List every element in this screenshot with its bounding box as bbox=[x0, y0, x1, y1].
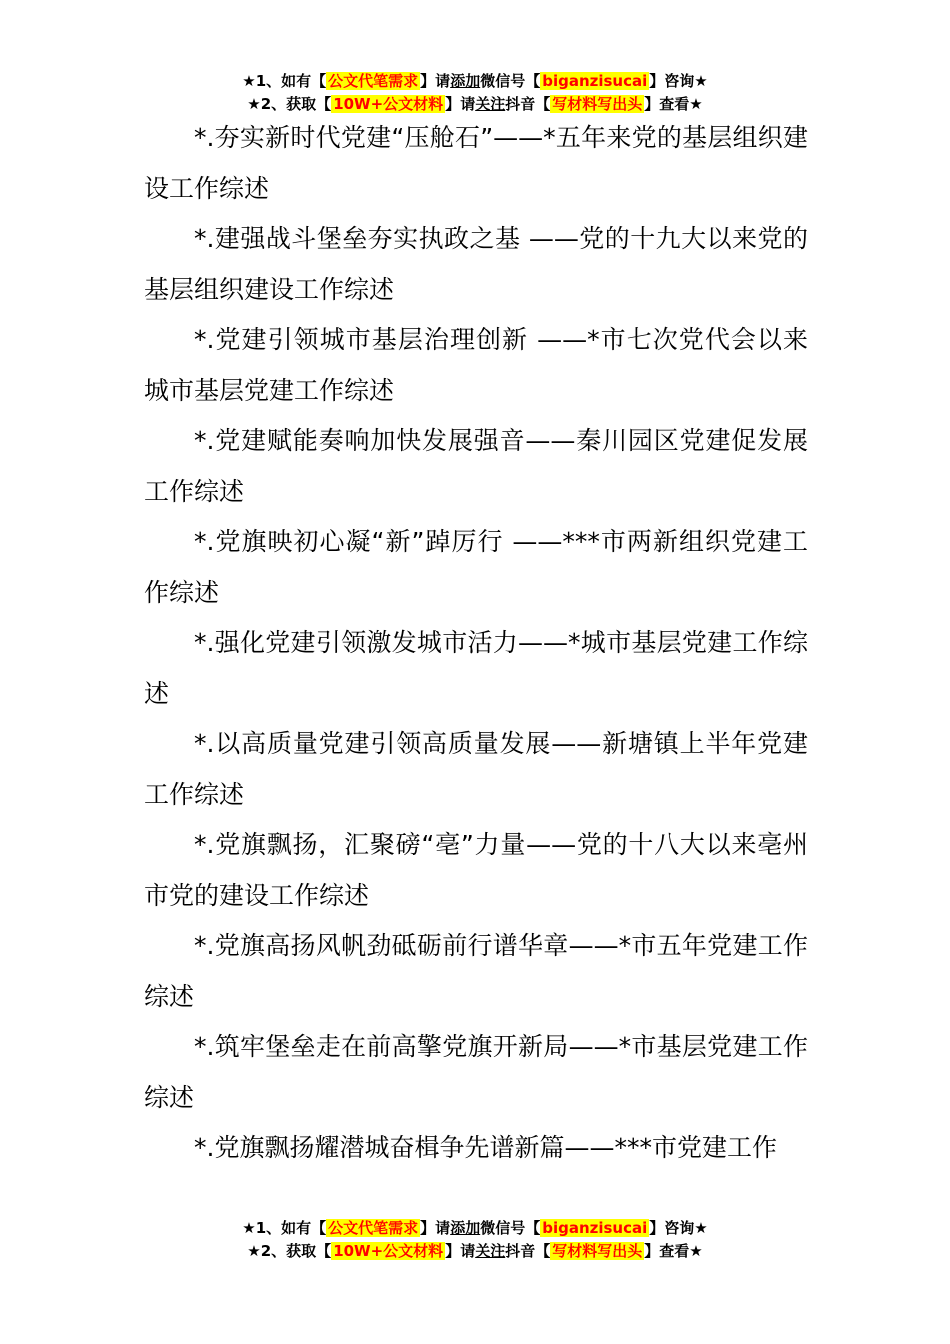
list-item: *.以高质量党建引领高质量发展——新塘镇上半年党建工作综述 bbox=[144, 729, 808, 809]
promo-text: ★2、获取【 bbox=[247, 95, 332, 113]
promo-highlight: 写材料写出头 bbox=[552, 95, 643, 113]
promo-highlight: biganzisucai bbox=[542, 1219, 648, 1237]
promo-text: ★2、获取【 bbox=[247, 1242, 332, 1260]
list-item: *.党旗飘扬耀潜城奋楫争先谱新篇——***市党建工作 bbox=[194, 1133, 777, 1162]
list-item: *.党旗飘扬，汇聚磅“亳”力量——党的十八大以来亳州市党的建设工作综述 bbox=[144, 830, 808, 910]
promo-text: ★1、如有【 bbox=[242, 72, 327, 90]
list-item: *.夯实新时代党建“压舱石”——*五年来党的基层组织建设工作综述 bbox=[144, 123, 808, 203]
promo-text: 抖音【 bbox=[505, 95, 551, 113]
promo-line-1 bbox=[0, 70, 950, 93]
footer-promo-banner bbox=[0, 1217, 950, 1263]
list-item: *.党旗高扬风帆劲砥砺前行谱华章——*市五年党建工作综述 bbox=[144, 931, 808, 1011]
promo-underline: 关注 bbox=[475, 1242, 506, 1260]
promo-text: 】请 bbox=[445, 95, 476, 113]
promo-text: 微信号【 bbox=[480, 1219, 541, 1237]
list-item: *.党建引领城市基层治理创新 ——*市七次党代会以来城市基层党建工作综述 bbox=[144, 325, 808, 405]
list-item: *.建强战斗堡垒夯实执政之基 ——党的十九大以来党的基层组织建设工作综述 bbox=[144, 224, 808, 304]
promo-highlight: 10W+公文材料 bbox=[333, 95, 444, 113]
list-item: *.强化党建引领激发城市活力——*城市基层党建工作综述 bbox=[144, 628, 808, 708]
promo-text: 抖音【 bbox=[505, 1242, 551, 1260]
promo-highlight: biganzisucai bbox=[542, 72, 648, 90]
promo-text: ★1、如有【 bbox=[242, 1219, 327, 1237]
document-body bbox=[144, 113, 808, 1174]
promo-line-1 bbox=[0, 1217, 950, 1240]
promo-highlight: 公文代笔需求 bbox=[328, 72, 419, 90]
promo-line-2 bbox=[0, 1240, 950, 1263]
header-promo-banner bbox=[0, 70, 950, 116]
promo-highlight: 写材料写出头 bbox=[552, 1242, 643, 1260]
list-item: *.筑牢堡垒走在前高擎党旗开新局——*市基层党建工作综述 bbox=[144, 1032, 808, 1112]
promo-text: 】咨询★ bbox=[649, 72, 708, 90]
promo-text: 】请 bbox=[445, 1242, 476, 1260]
promo-text: 】查看★ bbox=[644, 95, 703, 113]
promo-text: 微信号【 bbox=[480, 72, 541, 90]
promo-underline: 添加 bbox=[450, 1219, 481, 1237]
promo-highlight: 公文代笔需求 bbox=[328, 1219, 419, 1237]
promo-text: 】查看★ bbox=[644, 1242, 703, 1260]
promo-text: 】请 bbox=[420, 1219, 451, 1237]
promo-text: 】咨询★ bbox=[649, 1219, 708, 1237]
list-item: *.党建赋能奏响加快发展强音——秦川园区党建促发展工作综述 bbox=[144, 426, 808, 506]
promo-underline: 添加 bbox=[450, 72, 481, 90]
promo-underline: 关注 bbox=[475, 95, 506, 113]
list-item: *.党旗映初心凝“新”踔厉行 ——***市两新组织党建工作综述 bbox=[144, 527, 808, 607]
promo-text: 】请 bbox=[420, 72, 451, 90]
promo-highlight: 10W+公文材料 bbox=[333, 1242, 444, 1260]
